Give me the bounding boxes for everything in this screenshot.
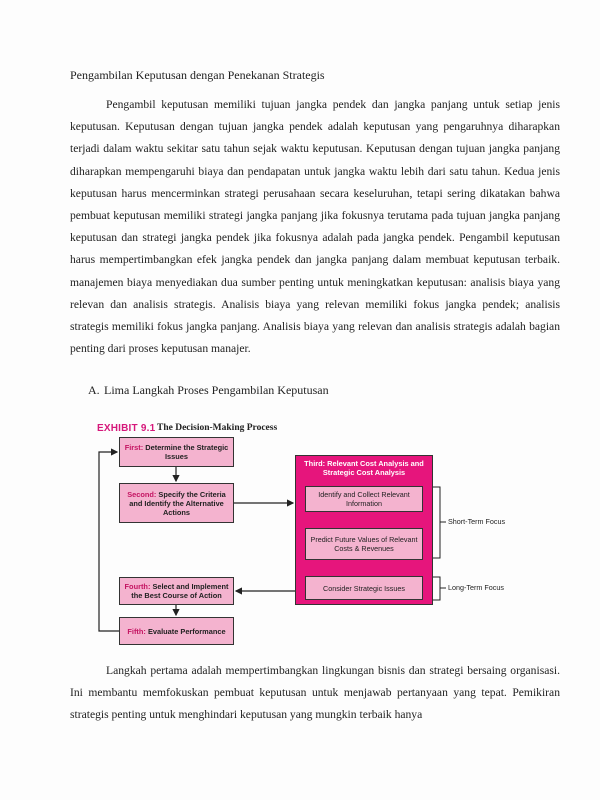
step2-text: Specify the Criteria and Identify the Alternative Actions xyxy=(129,489,226,517)
exhibit-label: EXHIBIT 9.1 xyxy=(97,423,156,434)
subheading-letter: A. xyxy=(88,383,100,397)
subheading-text: Lima Langkah Proses Pengambilan Keputusan xyxy=(104,383,329,397)
long-term-focus-label: Long-Term Focus xyxy=(448,583,504,592)
step3-identify-box: Identify and Collect Relevant Information xyxy=(305,486,423,512)
step4-prefix: Fourth: xyxy=(124,582,151,591)
paragraph-intro-text: Pengambil keputusan memiliki tujuan jangka pendek dan jangka panjang untuk setiap jenis keputusan. Keputusan dengan tujuan jangka pendek adalah keputusan yang pengaruhnya diharapkan terjadi dalam waktu sekitar satu tahun sejak waktu keputusan. Keputusan dengan tujuan jangka panjang diharapkan mempengaruhi biaya dan pendapatan untuk jangka waktu lebih dari satu tahun. Kedua jenis keputusan harus mencerminkan strategi perusahaan secara keseluruhan, tetapi sering dikatakan bahwa pembuat keputusan memiliki strategi jangka panjang jika fokusnya terutama pada tujuan jangka panjang keputusan dan strategi jangka pendek jika fokusnya adalah pada jangka pendek. Pengambil keputusan harus mempertimbangkan efek jangka pendek dan jangka panjang dalam membuat keputusan terbaik. manajemen biaya menyediakan dua sumber penting untuk meningkatkan keputusan: analisis biaya yang relevan dan analisis strategis. Analisis biaya yang relevan memiliki fokus jangka pendek; analisis strategis memiliki fokus jangka panjang. Analisis biaya yang relevan dan analisis strategis adalah bagian penting dari proses keputusan manajer. xyxy=(70,98,560,356)
step3-strategic-box: Consider Strategic Issues xyxy=(305,576,423,600)
step5-prefix: Fifth: xyxy=(127,626,146,636)
step5-box xyxy=(119,617,234,645)
step3-title: Third: Relevant Cost Analysis and Strategic Cost Analysis xyxy=(304,459,424,477)
step1-prefix: First: xyxy=(124,443,144,452)
paragraph-step1-text: Langkah pertama adalah mempertimbangkan lingkungan bisnis dan strategi bersaing organisasi. Ini membantu memfokuskan pembuat keputusan untuk menjawab pertanyaan yang tepat. Pemikiran strategis penting untuk menghindari keputusan yang mungkin terbaik hanya xyxy=(70,664,560,722)
step4-text: Select and Implement the Best Course of Action xyxy=(131,582,229,600)
step1-box xyxy=(119,437,234,467)
step1-text: Determine the Strategic Issues xyxy=(145,443,229,461)
exhibit-title: The Decision-Making Process xyxy=(157,423,278,433)
section-heading: Pengambilan Keputusan dengan Penekanan Strategis xyxy=(70,68,325,82)
step2-box xyxy=(119,483,234,523)
step3-predict-box: Predict Future Values of Relevant Costs & Revenues xyxy=(305,528,423,560)
step5-text: Evaluate Performance xyxy=(147,626,226,636)
short-term-focus-label: Short-Term Focus xyxy=(448,517,506,526)
step4-box xyxy=(119,577,234,605)
paragraph-step1 xyxy=(70,660,560,727)
step2-prefix: Second: xyxy=(127,489,157,499)
